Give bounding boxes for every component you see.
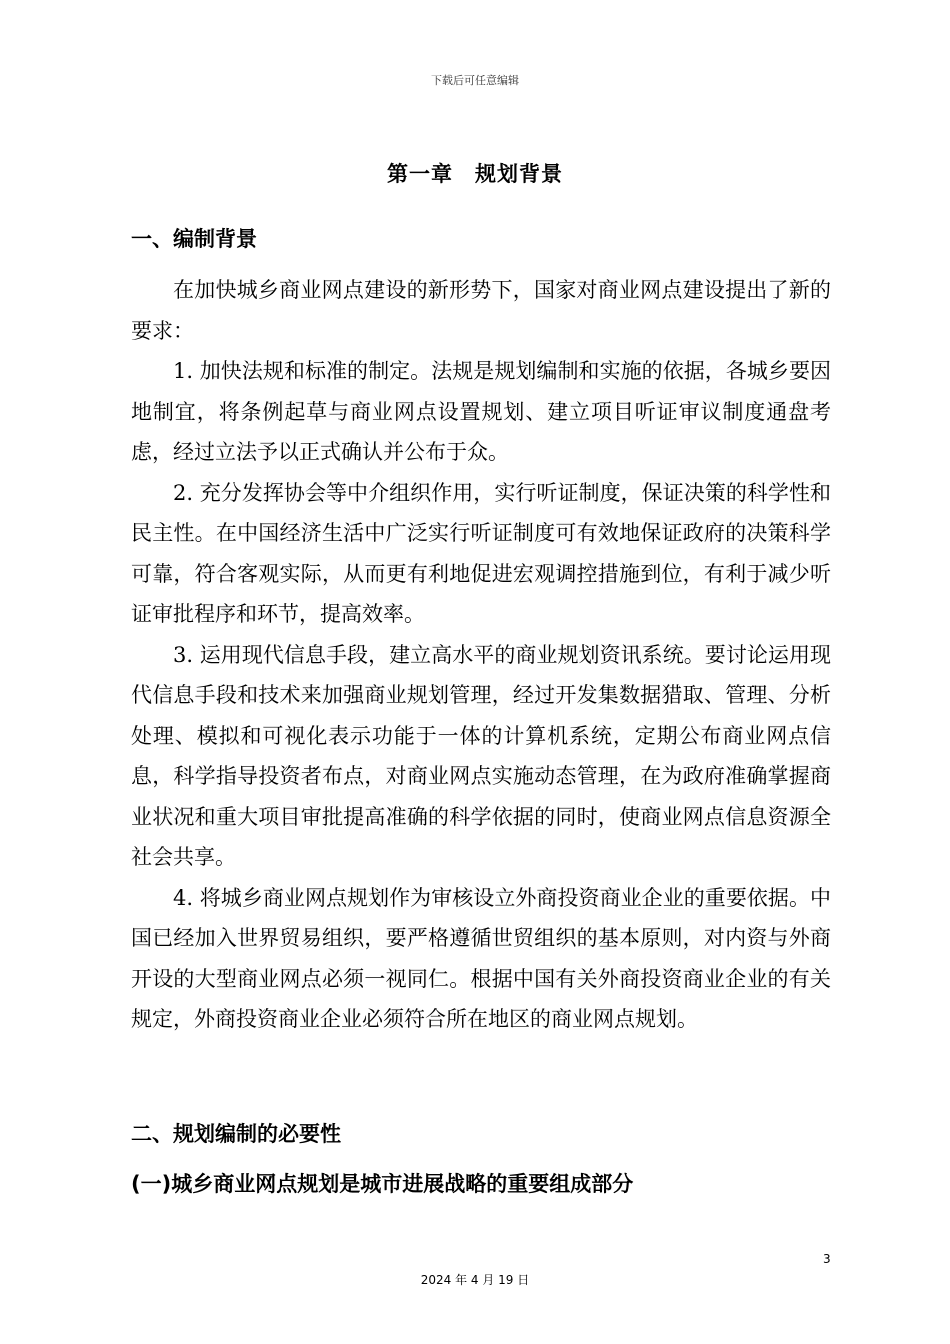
section-body-background: [131, 270, 831, 1040]
paragraph-item-3: 3. 运用现代信息手段，建立高水平的商业规划资讯系统。要讨论运用现代信息手段和技术来加强商业规划管理，经过开发集数据猎取、管理、分析处理、模拟和可视化表示功能于一体的计算机系统，定期公布商业网点信息，科学指导投资者布点，对商业网点实施动态管理，在为政府准确掌握商业状况和重大项目审批提高准确的科学依据的同时，使商业网点信息资源全社会共享。: [131, 642, 831, 869]
section-heading-necessity: 二、规划编制的必要性: [131, 1122, 341, 1146]
paragraph-intro: 在加快城乡商业网点建设的新形势下，国家对商业网点建设提出了新的要求：: [131, 278, 831, 343]
paragraph-item-4: 4. 将城乡商业网点规划作为审核设立外商投资商业企业的重要依据。中国已经加入世界贸易组织，要严格遵循世贸组织的基本原则，对内资与外商开设的大型商业网点必须一视同仁。根据中国有关外商投资商业企业的有关规定，外商投资商业企业必须符合所在地区的商业网点规划。: [131, 885, 831, 1031]
section-heading-background: 一、编制背景: [131, 227, 257, 251]
page-number: 3: [823, 1252, 831, 1266]
footer-date: 2024 年 4 月 19 日: [420, 1273, 530, 1287]
chapter-title: 第一章 规划背景: [387, 162, 563, 186]
header-note: 下载后可任意编辑: [431, 74, 519, 87]
paragraph-item-2: 2. 充分发挥协会等中介组织作用，实行听证制度，保证决策的科学性和民主性。在中国经济生活中广泛实行听证制度可有效地保证政府的决策科学可靠，符合客观实际，从而更有利地促进宏观调控措施到位，有利于减少听证审批程序和环节，提高效率。: [131, 480, 831, 626]
paragraph-item-1: 1. 加快法规和标准的制定。法规是规划编制和实施的依据，各城乡要因地制宜，将条例起草与商业网点设置规划、建立项目听证审议制度通盘考虑，经过立法予以正式确认并公布于众。: [131, 359, 831, 464]
subsection-heading-1: (一)城乡商业网点规划是城市进展战略的重要组成部分: [131, 1172, 634, 1196]
